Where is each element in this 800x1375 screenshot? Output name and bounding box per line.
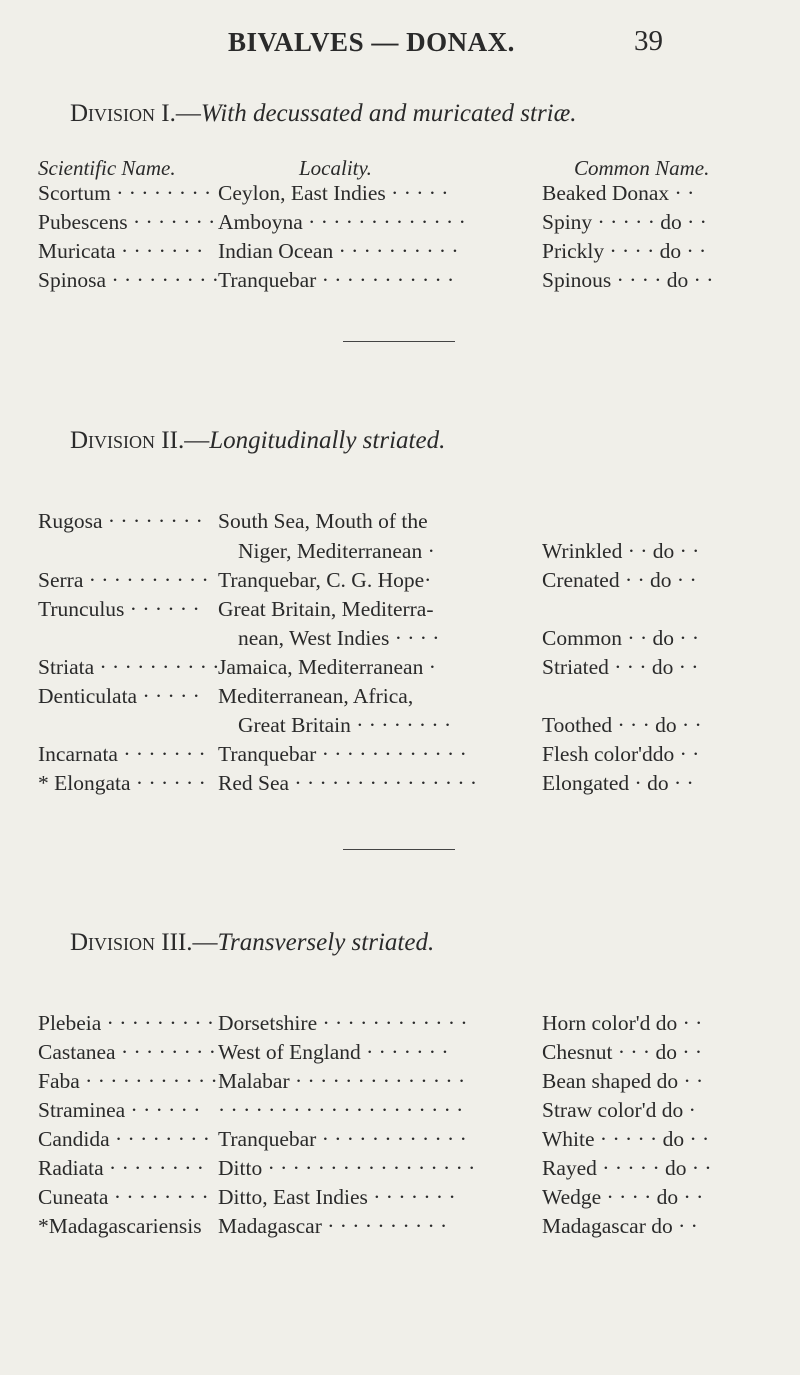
locality: Great Britain · · · · · · · · [238,713,452,737]
common-name: Horn color'd do · · [542,1011,703,1035]
section-divider [343,849,455,850]
locality: Red Sea · · · · · · · · · · · · · · · [218,771,478,795]
scientific-name: * Elongata · · · · · · [38,771,206,795]
common-name: Bean shaped do · · [542,1069,704,1093]
division-heading [70,100,770,128]
common-name: Rayed · · · · · do · · [542,1156,712,1180]
running-title: BIVALVES — DONAX. [228,27,515,57]
locality: Ditto · · · · · · · · · · · · · · · · · [218,1156,476,1180]
scientific-name: Plebeia · · · · · · · · · [38,1011,215,1035]
scientific-name: Faba · · · · · · · · · · · [38,1069,218,1093]
page-header [0,27,800,67]
scientific-name: Scortum · · · · · · · · [38,181,212,205]
division-label: Division III.— [70,929,218,956]
division-heading [70,929,770,957]
common-name: Wedge · · · · do · · [542,1185,704,1209]
common-name: Flesh color'ddo · · [542,742,700,766]
scientific-name: Trunculus · · · · · · [38,597,200,621]
common-name: White · · · · · do · · [542,1127,710,1151]
locality: Tranquebar · · · · · · · · · · · · [218,1127,467,1151]
locality: Tranquebar · · · · · · · · · · · · [218,742,467,766]
scientific-name: Radiata · · · · · · · · [38,1156,204,1180]
locality: Jamaica, Mediterranean · [218,655,436,679]
scientific-name: Rugosa · · · · · · · · [38,509,203,533]
scientific-name: Cuneata · · · · · · · · [38,1185,209,1209]
scientific-name: *Madagascariensis [38,1214,202,1238]
locality: nean, West Indies · · · · [238,626,440,650]
column-heading-locality: Locality. [299,156,372,180]
common-name: Spiny · · · · · do · · [542,210,707,234]
common-name: Wrinkled · · do · · [542,539,700,563]
scientific-name: Serra · · · · · · · · · · [38,568,209,592]
division-heading [70,427,770,455]
common-name: Crenated · · do · · [542,568,697,592]
scientific-name: Incarnata · · · · · · · [38,742,206,766]
locality: Mediterranean, Africa, [218,684,414,708]
locality: Indian Ocean · · · · · · · · · · [218,239,459,263]
common-name: Prickly · · · · do · · [542,239,707,263]
locality: · · · · · · · · · · · · · · · · · · · · [218,1098,464,1122]
locality: Malabar · · · · · · · · · · · · · · [218,1069,466,1093]
common-name: Toothed · · · do · · [542,713,702,737]
locality: Great Britain, Mediterra- [218,597,434,621]
scientific-name: Muricata · · · · · · · [38,239,204,263]
column-heading-common: Common Name. [574,156,710,180]
division-subtitle: Longitudinally striated. [209,427,446,454]
section-divider [343,341,455,342]
locality: Ceylon, East Indies · · · · · [218,181,449,205]
locality: Madagascar · · · · · · · · · · [218,1214,448,1238]
division-subtitle: With decussated and muricated striæ. [200,100,577,127]
locality: South Sea, Mouth of the [218,509,428,533]
scientific-name: Castanea · · · · · · · · [38,1040,216,1064]
common-name: Striated · · · do · · [542,655,699,679]
common-name: Straw color'd do · [542,1098,696,1122]
division-label: Division I.— [70,100,201,127]
locality: Tranquebar, C. G. Hope· [218,568,432,592]
scientific-name: Candida · · · · · · · · [38,1127,210,1151]
common-name: Beaked Donax · · [542,181,695,205]
division-subtitle: Transversely striated. [217,929,435,956]
scientific-name: Straminea · · · · · · [38,1098,201,1122]
scientific-name: Striata · · · · · · · · · · [38,655,220,679]
scientific-name: Spinosa · · · · · · · · · [38,268,219,292]
column-heading-scientific: Scientific Name. [38,156,176,180]
common-name: Spinous · · · · do · · [542,268,714,292]
common-name: Elongated · do · · [542,771,694,795]
locality: Niger, Mediterranean · [238,539,435,563]
common-name: Madagascar do · · [542,1214,698,1238]
scientific-name: Denticulata · · · · · [38,684,200,708]
locality: Dorsetshire · · · · · · · · · · · · [218,1011,468,1035]
scientific-name: Pubescens · · · · · · · [38,210,216,234]
locality: Tranquebar · · · · · · · · · · · [218,268,455,292]
common-name: Common · · do · · [542,626,700,650]
locality: West of England · · · · · · · [218,1040,449,1064]
locality: Amboyna · · · · · · · · · · · · · [218,210,466,234]
common-name: Chesnut · · · do · · [542,1040,703,1064]
division-label: Division II.— [70,427,210,454]
locality: Ditto, East Indies · · · · · · · [218,1185,456,1209]
page-number: 39 [634,25,663,57]
